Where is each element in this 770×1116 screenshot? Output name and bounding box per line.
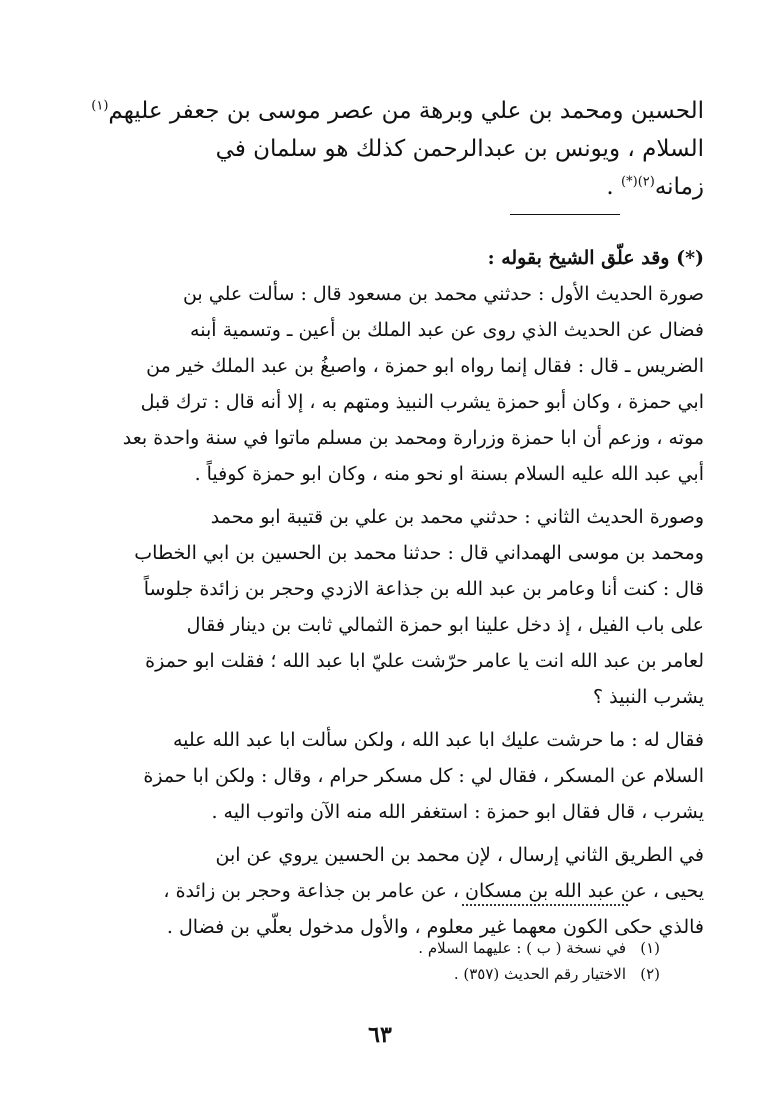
footnote-marker: (٢)(*)	[621, 174, 655, 190]
page-number: ٦٣	[368, 1022, 392, 1048]
comment-block	[104, 240, 704, 952]
footnotes	[300, 935, 660, 987]
main-line: السلام ، ويونس بن عبدالرحمن كذلك هو سلمان في	[215, 136, 704, 162]
comment-paragraph: وصورة الحديث الثاني : حدثني محمد بن علي بن قتيبة ابو محمد ومحمد بن موسى الهمداني قال : حدثنا محمد بن الحسين بن ابي الخطاب قال : كنت أنا وعامر بن عبد الله بن جذاعة الازدي وحجر بن زائدة جلوساً على باب الفيل ، إذ دخل علينا ابو حمزة الثمالي ثابت بن دينار فقال لعامر بن عبد الله انت يا عامر حرّشت عليّ ابا عبد الله ؛ فقلت ابو حمزة يشرب النبيذ ؟	[134, 506, 704, 708]
comment-paragraph: في الطريق الثاني إرسال ، لإن محمد بن الحسين يروي عن ابن يحيى ، عن عبد الله بن مسكان ، عن عامر بن جذاعة وحجر بن زائدة ، فالذي حكى الكون معهما غير معلوم ، والأول مدخول بعلّي بن فضال .	[163, 844, 704, 938]
footnote-item: (٢)الاختيار رقم الحديث (٣٥٧) .	[453, 965, 660, 983]
footnote-divider	[462, 904, 628, 906]
footnote-marker: (١)	[91, 98, 109, 114]
footnote-item: (١)في نسخة ( ب ) : عليهما السلام .	[418, 939, 660, 957]
main-line: الحسين ومحمد بن علي وبرهة من عصر موسى بن جعفر عليهم$^{(١)}$	[91, 98, 704, 124]
comment-title: (*) وقد علّق الشيخ بقوله :	[487, 247, 704, 269]
comment-paragraph: فقال له : ما حرشت عليك ابا عبد الله ، ولكن سألت ابا عبد الله عليه السلام عن المسكر ، فقال لي : كل مسكر حرام ، وقال : ولكن ابا حمزة يشرب ، قال فقال ابو حمزة : استغفر الله منه الآن واتوب اليه .	[143, 729, 704, 823]
separator-line	[510, 214, 620, 215]
comment-paragraph: صورة الحديث الأول : حدثني محمد بن مسعود قال : سألت علي بن فضال عن الحديث الذي روى عن عبد الملك بن أعين ـ وتسمية أبنه الضريس ـ قال : فقال إنما رواه ابو حمزة ، واصبغُ بن عبد الملك خير من ابي حمزة ، وكان أبو حمزة يشرب النبيذ ومتهم به ، إلا أنه قال : ترك قبل موته ، وزعم أن ابا حمزة وزرارة ومحمد بن مسلم ماتوا في سنة واحدة بعد أبي عبد الله عليه السلام بسنة او نحو منه ، وكان ابو حمزة كوفياً .	[122, 283, 704, 485]
main-text	[91, 92, 704, 206]
main-line: زمانه$^{(٢)(*)}$ .	[606, 174, 704, 200]
